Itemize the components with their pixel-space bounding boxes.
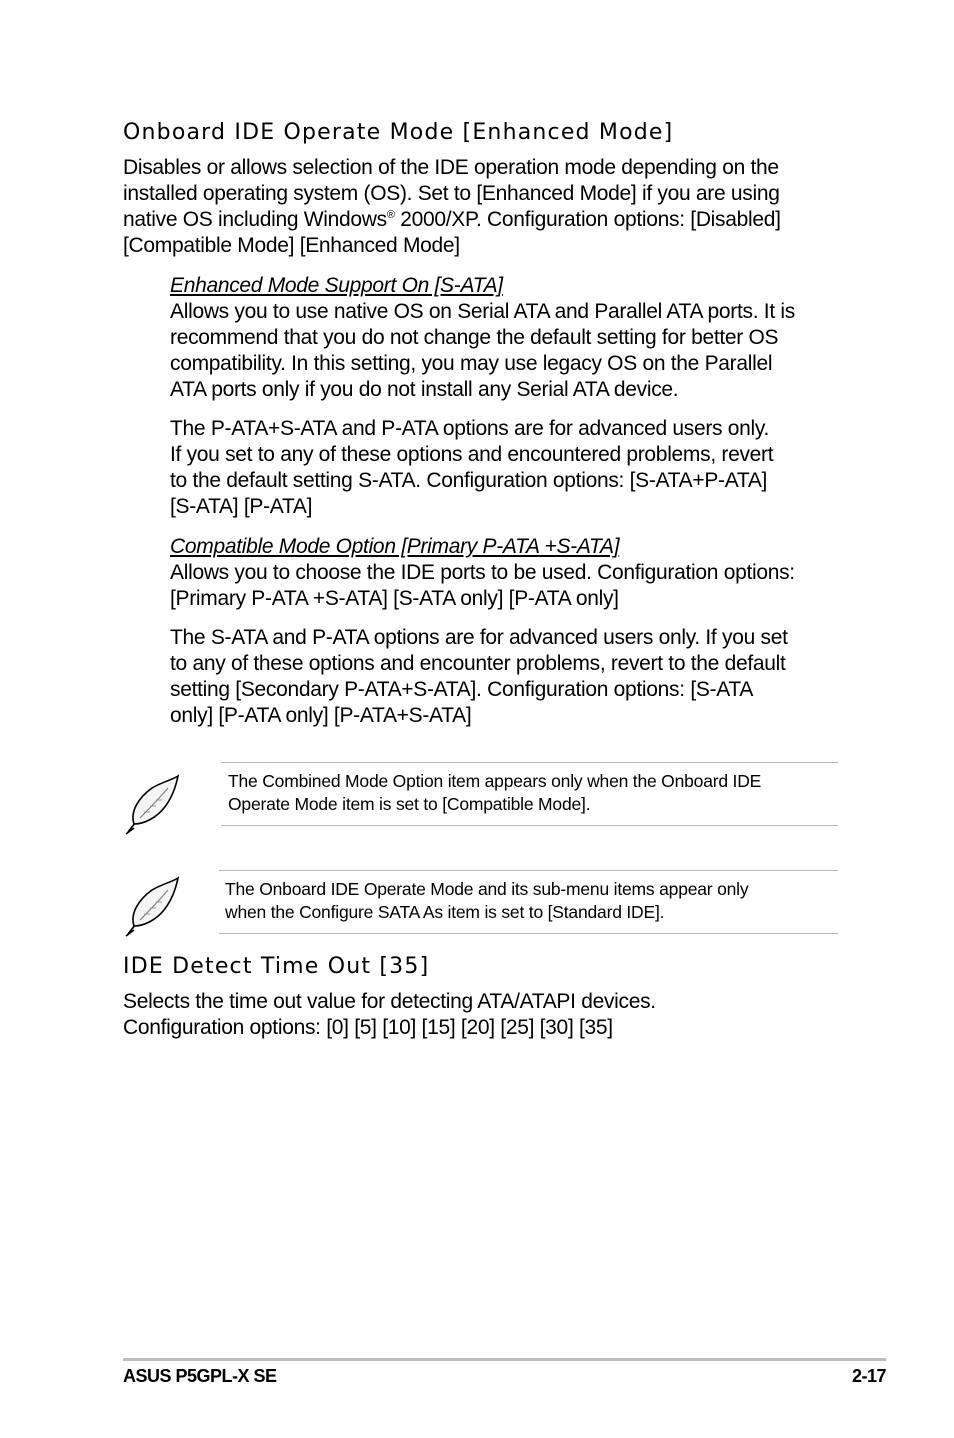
note-text: [225, 878, 748, 924]
body-line: [123, 207, 781, 233]
body-line: Configuration options: [0] [5] [10] [15] [20] [25] [30] [35]: [123, 1016, 613, 1039]
compatible-option-paragraph-1: [170, 560, 795, 612]
note-box: [120, 870, 840, 946]
body-line: to any of these options and encounter problems, revert to the default: [170, 652, 786, 675]
note-bottom-rule: [221, 825, 838, 826]
footer-rule: [123, 1358, 886, 1361]
note-text: [228, 770, 761, 816]
body-line: installed operating system (OS). Set to [Enhanced Mode] if you are using: [123, 182, 780, 205]
note-line: The Combined Mode Option item appears only when the Onboard IDE: [228, 771, 762, 791]
enhanced-support-paragraph-1: [170, 299, 795, 403]
body-line: Selects the time out value for detecting ATA/ATAPI devices.: [123, 990, 656, 1013]
registered-mark: ®: [386, 209, 395, 221]
body-line: Allows you to choose the IDE ports to be used. Configuration options:: [170, 561, 795, 584]
subsection-title-enhanced-support: Enhanced Mode Support On [S-ATA]: [170, 274, 503, 297]
body-line: compatibility. In this setting, you may use legacy OS on the Parallel: [170, 352, 773, 375]
note-box: [120, 762, 840, 838]
body-line: If you set to any of these options and encountered problems, revert: [170, 443, 774, 466]
subsection-title-compatible-option: Compatible Mode Option [Primary P-ATA +S-ATA]: [170, 535, 620, 558]
body-line: The S-ATA and P-ATA options are for advanced users only. If you set: [170, 626, 788, 649]
body-line: Allows you to use native OS on Serial ATA and Parallel ATA ports. It is: [170, 300, 795, 323]
note-top-rule: [221, 762, 838, 763]
section-body-ide-detect-time-out: [123, 989, 656, 1041]
note-line: when the Configure SATA As item is set to [Standard IDE].: [225, 902, 665, 922]
footer-page-number: 2-17: [851, 1366, 886, 1386]
body-text: 2000/XP. Configuration options: [Disabled]: [394, 208, 781, 231]
feather-pen-icon: [120, 874, 184, 938]
body-line: [S-ATA] [P-ATA]: [170, 495, 313, 518]
section-body-onboard-ide: [123, 155, 781, 259]
body-line: [Primary P-ATA +S-ATA] [S-ATA only] [P-ATA only]: [170, 587, 619, 610]
note-line: Operate Mode item is set to [Compatible Mode].: [228, 794, 591, 814]
body-line: setting [Secondary P-ATA+S-ATA]. Configuration options: [S-ATA: [170, 678, 754, 701]
note-bottom-rule: [219, 933, 838, 934]
footer-product-name: ASUS P5GPL-X SE: [123, 1366, 277, 1386]
enhanced-support-paragraph-2: [170, 416, 773, 520]
body-line: Disables or allows selection of the IDE operation mode depending on the: [123, 156, 779, 179]
body-line: [Compatible Mode] [Enhanced Mode]: [123, 234, 460, 257]
compatible-option-paragraph-2: [170, 625, 788, 729]
section-heading-ide-detect-time-out: IDE Detect Time Out [35]: [123, 954, 430, 979]
body-line: to the default setting S-ATA. Configuration options: [S-ATA+P-ATA]: [170, 469, 768, 492]
note-line: The Onboard IDE Operate Mode and its sub-menu items appear only: [225, 879, 749, 899]
body-line: recommend that you do not change the default setting for better OS: [170, 326, 779, 349]
feather-pen-icon: [120, 772, 184, 836]
note-top-rule: [219, 870, 838, 871]
body-line: only] [P-ATA only] [P-ATA+S-ATA]: [170, 704, 472, 727]
body-line: ATA ports only if you do not install any Serial ATA device.: [170, 378, 679, 401]
body-text: native OS including Windows: [123, 208, 387, 231]
section-heading-onboard-ide: Onboard IDE Operate Mode [Enhanced Mode]: [123, 120, 674, 145]
body-line: The P-ATA+S-ATA and P-ATA options are for advanced users only.: [170, 417, 770, 440]
